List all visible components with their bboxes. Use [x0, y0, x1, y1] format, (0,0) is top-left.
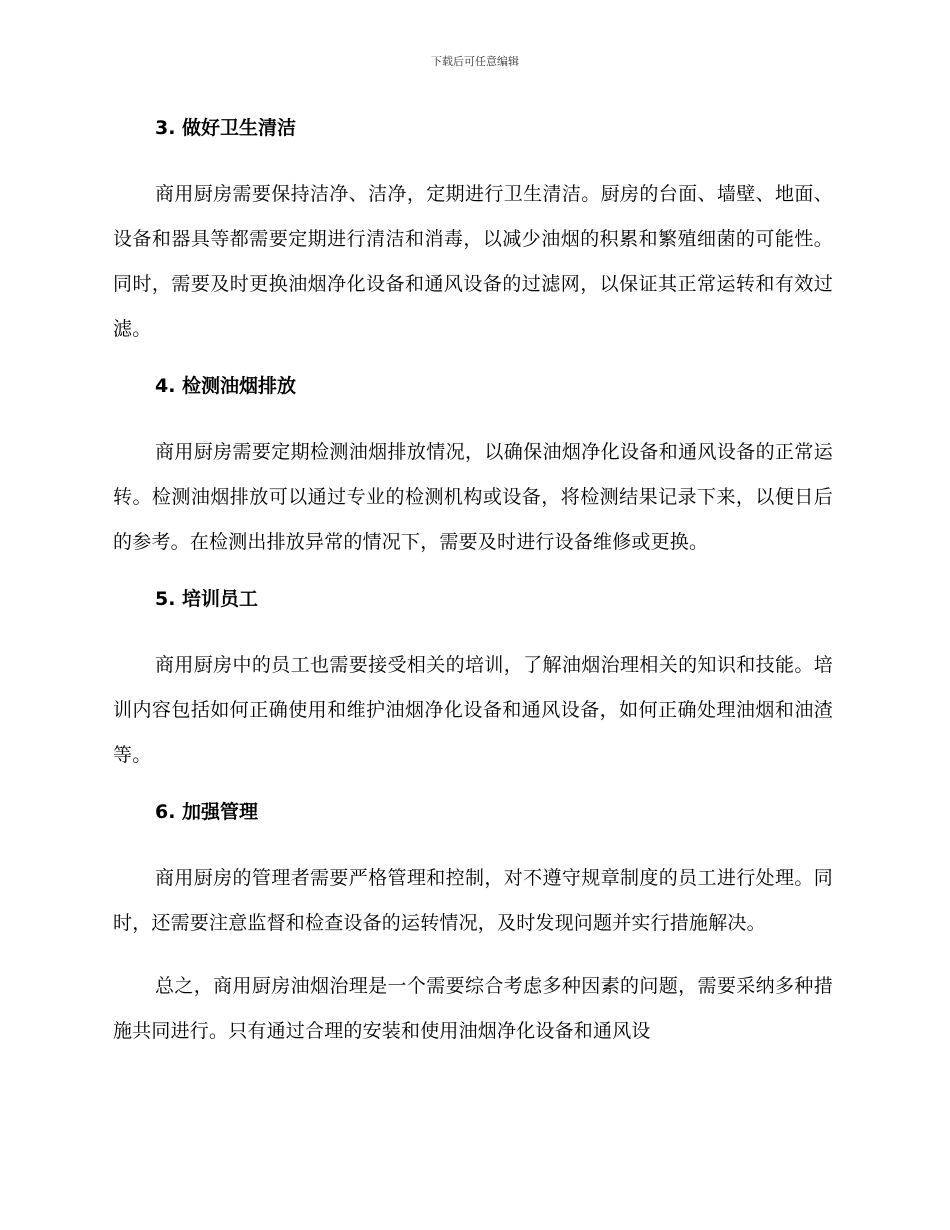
conclusion-paragraph: 总之，商用厨房油烟治理是一个需要综合考虑多种因素的问题，需要采纳多种措施共同进行。只有通过合理的安装和使用油烟净化设备和通风设	[113, 975, 833, 1042]
section-heading: 4. 检测油烟排放	[155, 375, 297, 397]
section-paragraph: 商用厨房需要保持洁净、洁净，定期进行卫生清洁。厨房的台面、墙壁、地面、设备和器具等都需要定期进行清洁和消毒，以减少油烟的积累和繁殖细菌的可能性。同时，需要及时更换油烟净化设备和通风设备的过滤网，以保证其正常运转和有效过滤。	[113, 183, 833, 340]
section-paragraph: 商用厨房的管理者需要严格管理和控制，对不遵守规章制度的员工进行处理。同时，还需要注意监督和检查设备的运转情况，及时发现问题并实行措施解决。	[113, 867, 833, 934]
section-paragraph: 商用厨房需要定期检测油烟排放情况，以确保油烟净化设备和通风设备的正常运转。检测油烟排放可以通过专业的检测机构或设备，将检测结果记录下来，以便日后的参考。在检测出排放异常的情况下，需要及时进行设备维修或更换。	[113, 441, 833, 553]
section-staff-training	[113, 583, 833, 778]
section-heading: 3. 做好卫生清洁	[155, 117, 297, 139]
section-hygiene	[113, 112, 833, 352]
section-heading: 6. 加强管理	[155, 801, 259, 823]
section-paragraph: 商用厨房中的员工也需要接受相关的培训，了解油烟治理相关的知识和技能。培训内容包括如何正确使用和维护油烟净化设备和通风设备，如何正确处理油烟和油渣等。	[113, 654, 833, 766]
document-body	[113, 112, 833, 1072]
section-heading: 5. 培训员工	[155, 588, 259, 610]
section-management	[113, 796, 833, 946]
page-header-note: 下载后可任意编辑	[431, 55, 519, 68]
section-emission-monitoring	[113, 370, 833, 565]
